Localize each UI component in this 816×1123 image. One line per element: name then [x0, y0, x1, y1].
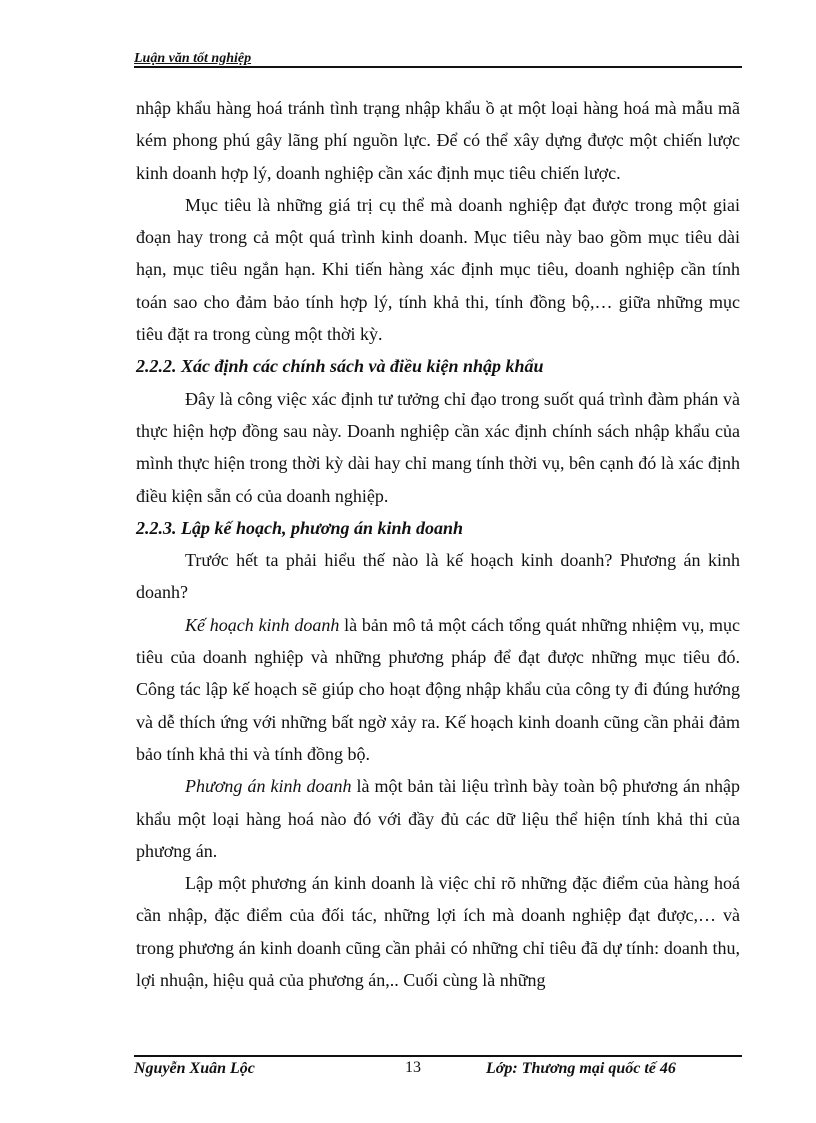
paragraph-4: Trước hết ta phải hiểu thế nào là kế hoạch kinh doanh? Phương án kinh doanh? [136, 550, 740, 603]
term-ke-hoach-kinh-doanh: Kế hoạch kinh doanh [185, 614, 340, 635]
paragraph-5-text: là bản mô tả một cách tổng quát những nhiệm vụ, mục tiêu của doanh nghiệp và những phương pháp để đạt được những mục tiêu đó. Công tác lập kế hoạch sẽ giúp cho hoạt động nhập khẩu của công ty đi đúng hướng và dễ thích ứng với những bất ngờ xảy ra. Kế hoạch kinh doanh cũng cần phải đảm bảo tính khả thi và tính đồng bộ. [136, 614, 740, 764]
header-title: Luận văn tốt nghiệp [134, 51, 252, 66]
paragraph-3: Đây là công việc xác định tư tưởng chỉ đạo trong suốt quá trình đàm phán và thực hiện hợp đồng sau này. Doanh nghiệp cần xác định chính sách nhập khẩu của mình thực hiện trong thời kỳ dài hay chỉ mang tính thời vụ, bên cạnh đó là xác định điều kiện sẵn có của doanh nghiệp. [136, 388, 740, 506]
paragraph-6 [136, 770, 740, 867]
footer-author: Nguyễn Xuân Lộc [134, 1060, 255, 1077]
document-body [136, 92, 740, 996]
section-heading-2-2-3: 2.2.3. Lập kế hoạch, phương án kinh doanh [136, 517, 464, 538]
paragraph-7: Lập một phương án kinh doanh là việc chỉ rõ những đặc điểm của hàng hoá cần nhập, đặc điểm của đối tác, những lợi ích mà doanh nghiệp đạt được,… và trong phương án kinh doanh cũng cần phải có những chỉ tiêu đã dự tính: doanh thu, lợi nhuận, hiệu quả của phương án,.. Cuối cùng là những [136, 873, 740, 991]
paragraph-5 [136, 609, 740, 770]
footer-divider [134, 1055, 742, 1057]
header-divider [134, 66, 742, 68]
footer-class-label: Lớp: Thương mại quốc tế 46 [486, 1060, 676, 1077]
page-number: 13 [405, 1059, 421, 1076]
paragraph-1: nhập khẩu hàng hoá tránh tình trạng nhập khẩu ồ ạt một loại hàng hoá mà mẫu mã kém phong phú gây lãng phí nguồn lực. Để có thể xây dựng được một chiến lược kinh doanh hợp lý, doanh nghiệp cần xác định mục tiêu chiến lược. [136, 98, 740, 183]
paragraph-2: Mục tiêu là những giá trị cụ thể mà doanh nghiệp đạt được trong một giai đoạn hay trong cả một quá trình kinh doanh. Mục tiêu này bao gồm mục tiêu dài hạn, mục tiêu ngắn hạn. Khi tiến hàng xác định mục tiêu, doanh nghiệp cần tính toán sao cho đảm bảo tính hợp lý, tính khả thi, tính đồng bộ,… giữa những mục tiêu đặt ra trong cùng một thời kỳ. [136, 194, 740, 345]
term-phuong-an-kinh-doanh: Phương án kinh doanh [185, 776, 352, 797]
section-heading-2-2-2: 2.2.2. Xác định các chính sách và điều kiện nhập khẩu [136, 356, 544, 377]
paragraph-6-text: là một bản tài liệu trình bày toàn bộ phương án nhập khẩu một loại hàng hoá nào đó với đầy đủ các dữ liệu thể hiện tính khả thi của phương án. [136, 776, 740, 861]
